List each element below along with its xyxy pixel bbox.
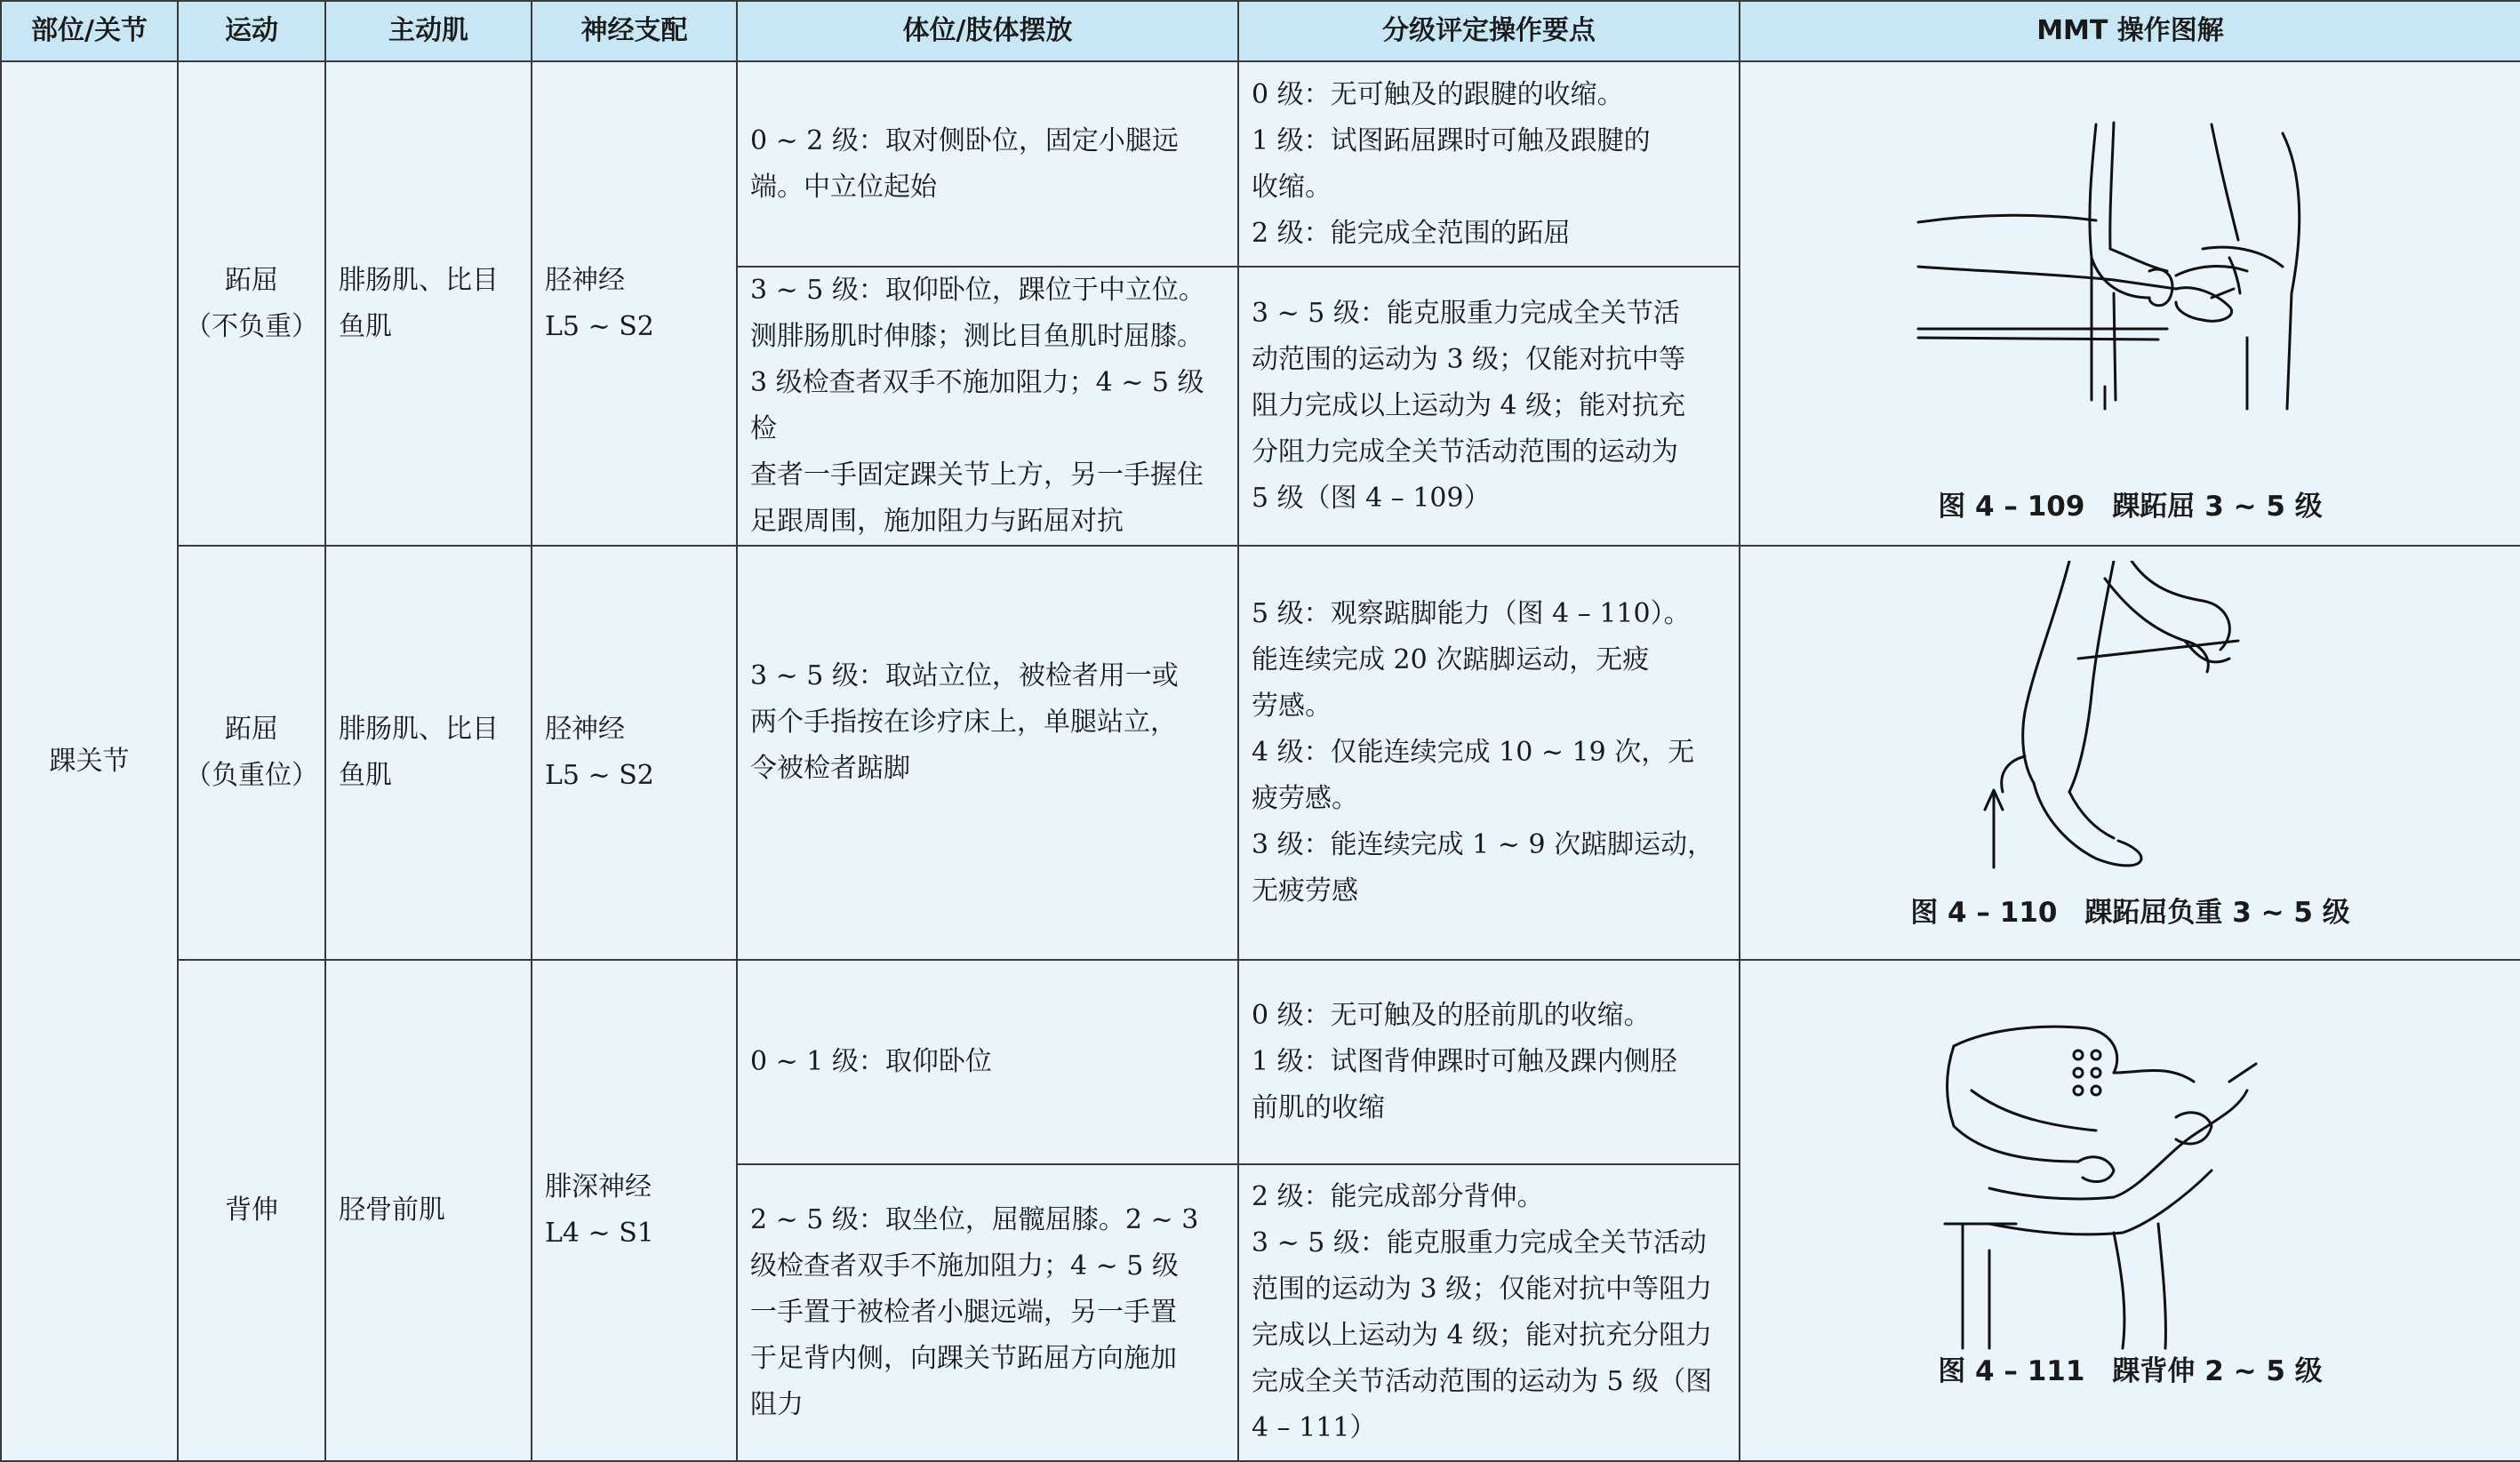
position-cell — [737, 267, 1238, 546]
motion-label: 跖屈 （不负重） — [185, 264, 318, 342]
nerve-cell — [532, 960, 737, 1461]
nerve-label: 胫神经 L5 ~ S2 — [545, 714, 654, 791]
header-grading: 分级评定操作要点 — [1238, 1, 1740, 61]
muscle-cell — [325, 546, 532, 960]
header-muscle: 主动肌 — [325, 1, 532, 61]
motion-label: 跖屈 （负重位） — [185, 714, 318, 791]
header-motion: 运动 — [178, 1, 325, 61]
muscle-cell — [325, 61, 532, 546]
grading-text: 0 级：无可触及的跟腱的收缩。 1 级：试图跖屈踝时可触及跟腱的 收缩。 2 级：能完成全范围的跖屈 — [1252, 78, 1651, 249]
grading-cell — [1238, 267, 1740, 546]
nerve-label: 胫神经 L5 ~ S2 — [545, 264, 654, 342]
table-row — [1, 61, 2520, 267]
figure-caption: 图 4 – 110 踝跖屈负重 3 ~ 5 级 — [1910, 897, 2350, 929]
figure-cell — [1740, 546, 2520, 960]
grading-cell — [1238, 960, 1740, 1164]
motion-cell — [178, 960, 325, 1461]
position-cell — [737, 546, 1238, 960]
grading-text: 5 级：观察踮脚能力（图 4 – 110）。 能连续完成 20 次踮脚运动，无疲 劳感。 4 级：仅能连续完成 10 ~ 19 次，无 疲劳感。 3 级：能连续完成 1 ~ 9 次踮脚运动， 无疲劳感 — [1252, 598, 1715, 907]
position-text: 2 ~ 5 级：取坐位，屈髋屈膝。2 ~ 3 级检查者双手不施加阻力；4 ~ 5 级 一手置于被检者小腿远端，另一手置 于足背内侧，向踝关节跖屈方向施加 阻力 — [750, 1204, 1199, 1420]
nerve-label: 腓深神经 L4 ~ S1 — [545, 1171, 654, 1249]
motion-cell — [178, 61, 325, 546]
ankle-dorsiflexion-illustration-icon — [1936, 1019, 2309, 1357]
nerve-cell — [532, 61, 737, 546]
ankle-plantarflexion-illustration-icon — [1909, 116, 2354, 453]
position-text: 0 ~ 1 级：取仰卧位 — [750, 1046, 992, 1077]
header-row — [1, 1, 2520, 61]
header-nerve: 神经支配 — [532, 1, 737, 61]
muscle-label: 胫骨前肌 — [339, 1194, 445, 1226]
grading-text: 2 级：能完成部分背伸。 3 ~ 5 级：能克服重力完成全关节活动 范围的运动为 3 级；仅能对抗中等阻力 完成以上运动为 4 级；能对抗充分阻力 完成全关节活动范围的运动为 5 级（图 4 – 111） — [1252, 1181, 1713, 1443]
figure-cell — [1740, 61, 2520, 546]
motion-label: 背伸 — [225, 1194, 278, 1226]
grading-text: 3 ~ 5 级：能克服重力完成全关节活 动范围的运动为 3 级；仅能对抗中等 阻力完成以上运动为 4 级；能对抗充 分阻力完成全关节活动范围的运动为 5 级（图 4 – 109） — [1252, 298, 1686, 514]
grading-cell — [1238, 61, 1740, 267]
position-cell — [737, 61, 1238, 267]
heel-raise-illustration-icon — [1972, 561, 2274, 890]
position-text: 3 ~ 5 级：取仰卧位，踝位于中立位。 测腓肠肌时伸膝；测比目鱼肌时屈膝。 3 级检查者双手不施加阻力；4 ~ 5 级检 查者一手固定踝关节上方，另一手握住 足跟周围，施加阻力与跖屈对抗 — [750, 275, 1205, 537]
grading-text: 0 级：无可触及的胫前肌的收缩。 1 级：试图背伸踝时可触及踝内侧胫 前肌的收缩 — [1252, 1000, 1677, 1123]
header-position: 体位/肢体摆放 — [737, 1, 1238, 61]
figure-caption: 图 4 – 109 踝跖屈 3 ~ 5 级 — [1938, 491, 2323, 523]
position-text: 3 ~ 5 级：取站立位，被检者用一或 两个手指按在诊疗床上，单腿站立， 令被检者踮脚 — [750, 660, 1179, 784]
figure-caption: 图 4 – 111 踝背伸 2 ~ 5 级 — [1938, 1355, 2323, 1387]
motion-cell — [178, 546, 325, 960]
header-figure: MMT 操作图解 — [1740, 1, 2520, 61]
position-cell — [737, 960, 1238, 1164]
muscle-cell — [325, 960, 532, 1461]
position-text: 0 ~ 2 级：取对侧卧位，固定小腿远 端。中立位起始 — [750, 124, 1179, 203]
joint-cell — [1, 61, 178, 1461]
figure-cell — [1740, 960, 2520, 1461]
muscle-label: 腓肠肌、比目 鱼肌 — [339, 264, 499, 342]
table-row — [1, 960, 2520, 1164]
nerve-cell — [532, 546, 737, 960]
joint-label: 踝关节 — [49, 745, 130, 777]
grading-cell — [1238, 546, 1740, 960]
header-joint: 部位/关节 — [1, 1, 178, 61]
table-row — [1, 546, 2520, 960]
muscle-label: 腓肠肌、比目 鱼肌 — [339, 714, 499, 791]
